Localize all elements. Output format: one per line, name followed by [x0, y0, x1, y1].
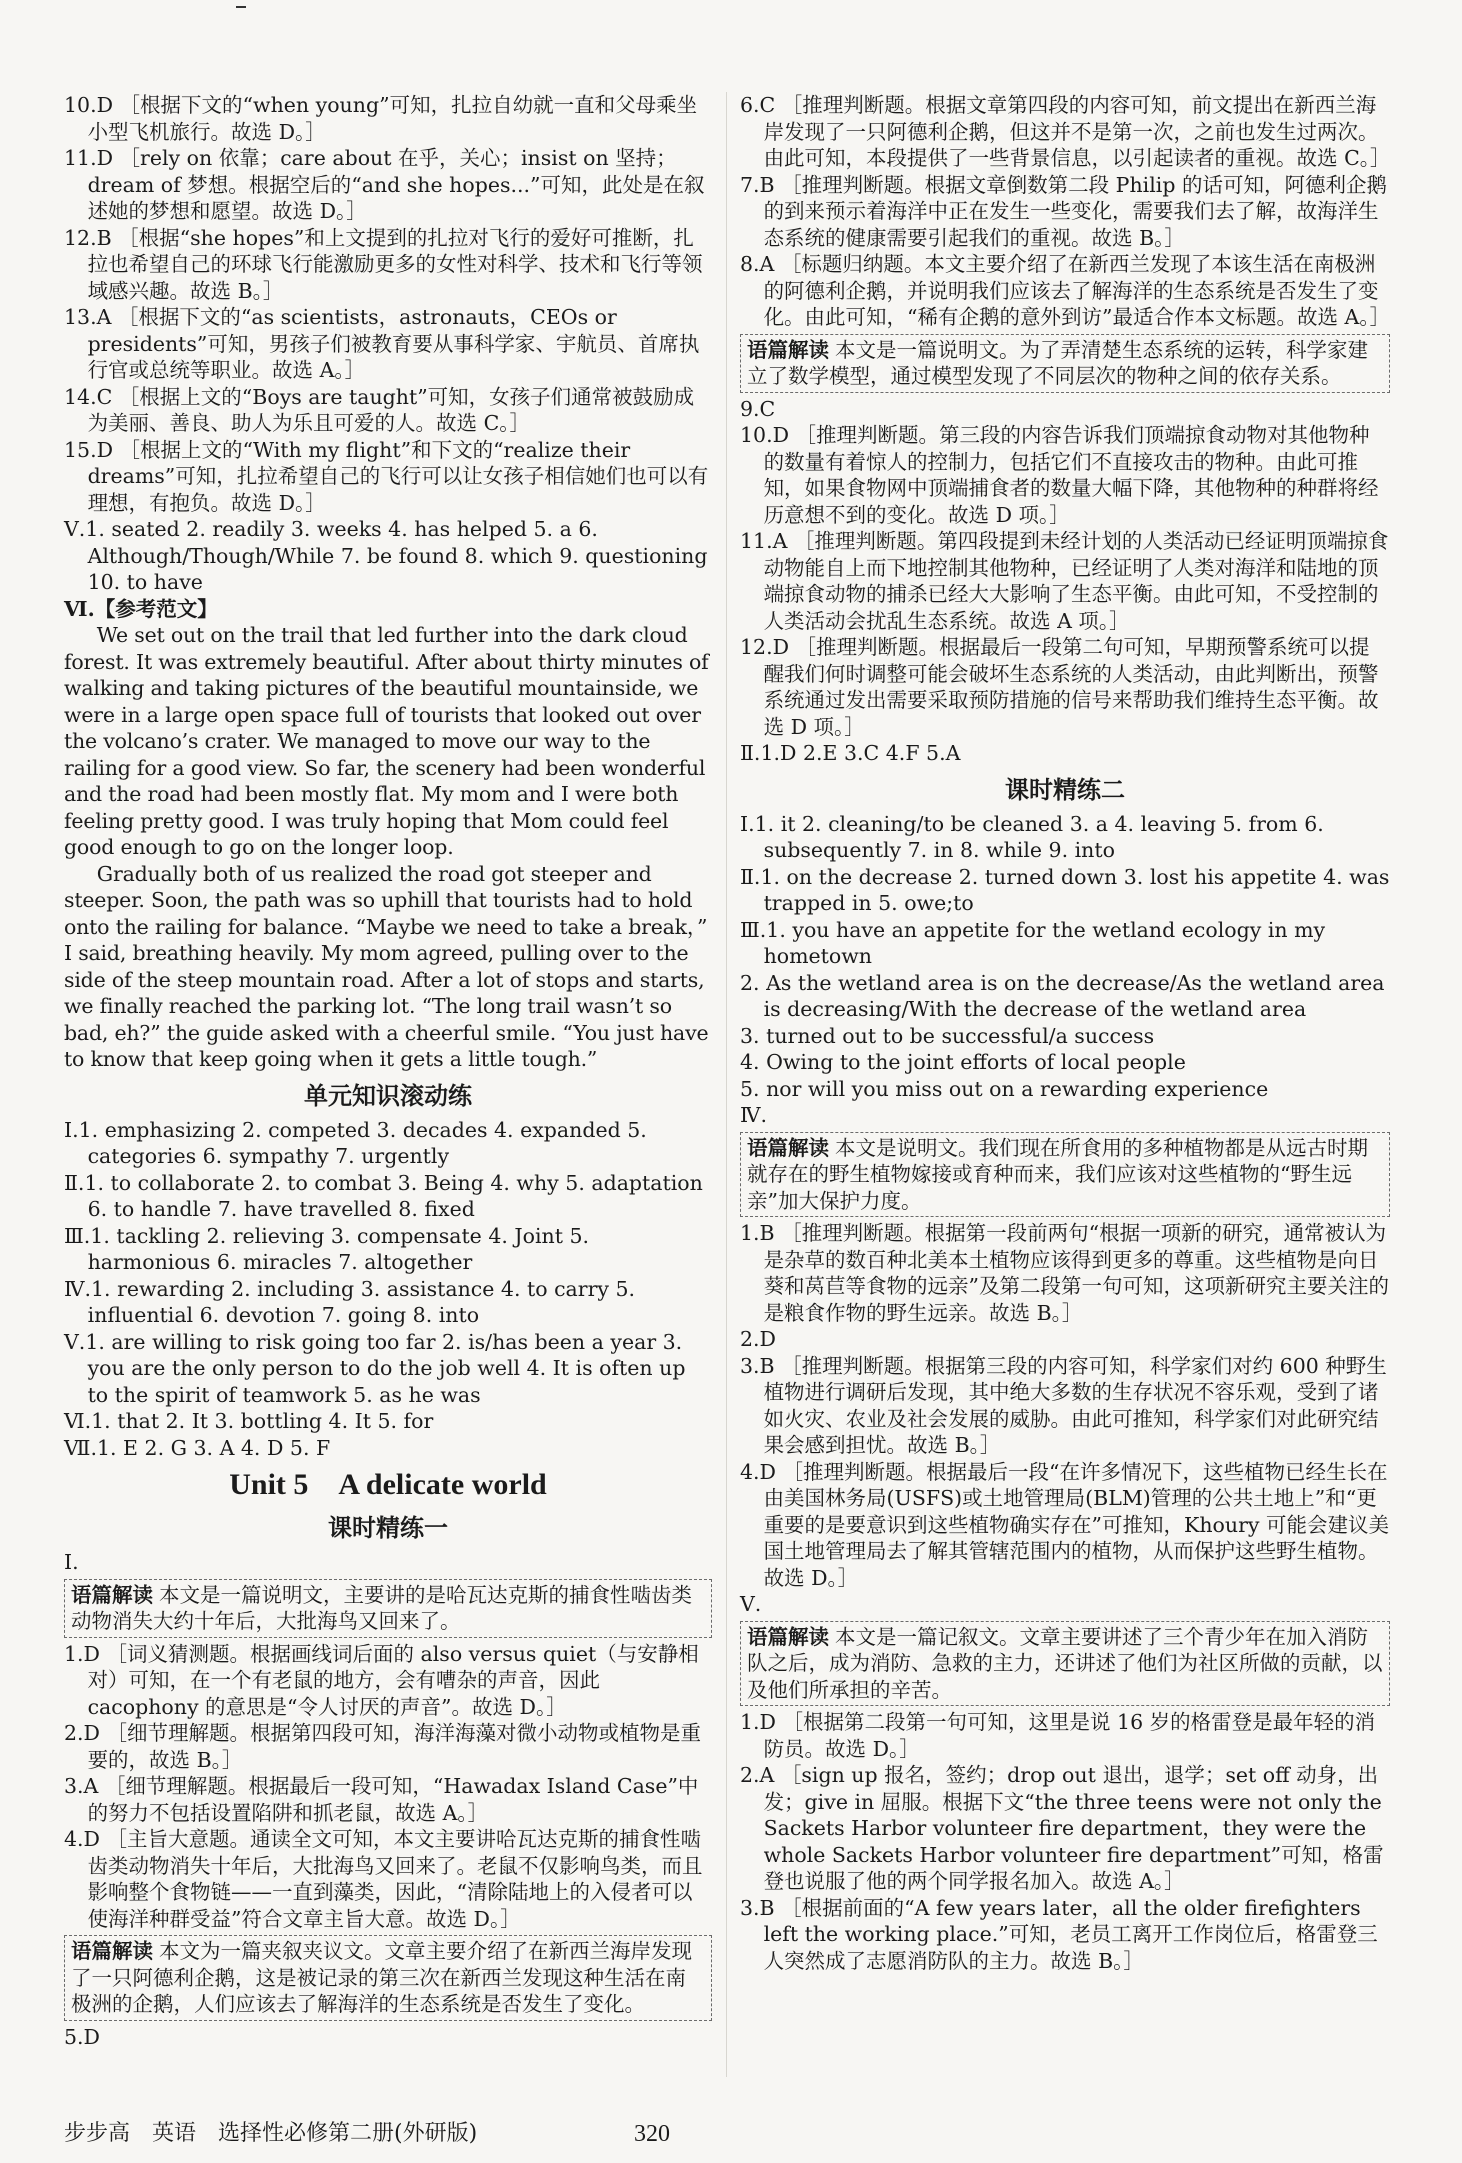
box-label: 语篇解读 [747, 1135, 829, 1160]
answer-item: 12.D ［推理判断题。根据最后一段第二句可知，早期预警系统可以提醒我们何时调整可能会破坏生态系统的人类活动，由此判断出，预警系统通过发出需要采取预防措施的信号来帮助我们维持生态平衡。故选 D 项。］ [740, 635, 1379, 739]
answer-item: 4.D ［推理判断题。根据最后一段“在许多情况下，这些植物已经生长在由美国林务局(USFS)或土地管理局(BLM)管理的公共土地上”和“更重要的是要意识到这些植物确实存在”可推知，Khoury 可能会建议美国土地管理局去了解其管辖范围内的植物，从而保护这些野生植物。故选 D。］ [740, 1459, 1390, 1590]
review-line: Ⅱ.1. to collaborate 2. to combat 3. Being 4. why 5. adaptation 6. to handle 7. have travelled 8. fixed [64, 1170, 703, 1221]
answer-item: 11.D ［rely on 依靠；care about 在乎，关心；insist on 坚持；dream of 梦想。根据空后的“and she hopes...”可知，此处是在叙述她的梦想和愿望。故选 D。］ [64, 146, 705, 223]
answer-item: 6.C ［推理判断题。根据文章第四段的内容可知，前文提出在新西兰海岸发现了一只阿德利企鹅，但这并不是第一次，之前也发生过两次。由此可知，本段提供了一些背景信息，以引起读者的重视。故选 C。］ [740, 93, 1391, 170]
part-label: Ⅴ. [740, 1592, 762, 1616]
reading-box [740, 1621, 1390, 1707]
answer-item: 3.B ［推理判断题。根据第三段的内容可知，科学家们对约 600 种野生植物进行调研后发现，其中绝大多数的生存状况不容乐观，受到了诸如火灾、农业及社会发展的威胁。由此可推知，科学家们对此研究结果会感到担忧。故选 B。］ [740, 1353, 1387, 1457]
answer-item: 11.A ［推理判断题。第四段提到未经计划的人类活动已经证明顶端掠食动物能自上而下地控制其他物种，已经证明了人类对海洋和陆地的顶端掠食动物的捕杀已经大大影响了生态平衡。由此可知，不受控制的人类活动会扰乱生态系统。故选 A 项。］ [740, 529, 1389, 633]
review-line: Ⅵ.1. that 2. It 3. bottling 4. It 5. for [64, 1409, 434, 1433]
reference-label: Ⅵ.【参考范文】 [64, 596, 218, 621]
answer-item: 9.C [740, 396, 776, 421]
review-line: 5. nor will you miss out on a rewarding experience [740, 1076, 1269, 1101]
review-line: 4. Owing to the joint efforts of local people [740, 1050, 1186, 1074]
top-mark [236, 6, 246, 8]
section-title: 单元知识滚动练 [304, 1081, 472, 1110]
answer-item: 1.B ［推理判断题。根据第一段前两句“根据一项新的研究，通常被认为是杂草的数百种北美本土植物应该得到更多的尊重。这些植物是向日葵和莴苣等食物的远亲”及第二段第一句可知，这项新研究主要关注的是粮食作物的野生远亲。故选 B。］ [740, 1221, 1390, 1325]
answer-item: 2.D ［细节理解题。根据第四段可知，海洋海藻对微小动物或植物是重要的，故选 B。］ [64, 1721, 702, 1772]
review-line: 2. As the wetland area is on the decrease/As the wetland area is decreasing/With the decrease of the wetland area [740, 970, 1385, 1021]
answer-item: 5.D [64, 2024, 100, 2049]
answer-item: 14.C ［根据上文的“Boys are taught”可知，女孩子们通常被鼓励成为美丽、善良、助人为乐且可爱的人。故选 C。］ [64, 384, 695, 435]
part-label: Ⅳ. [740, 1103, 767, 1127]
reading-box [64, 1935, 712, 2021]
review-line: Ⅶ.1. E 2. G 3. A 4. D 5. F [64, 1435, 331, 1460]
column-divider [726, 92, 727, 2077]
left-column [64, 92, 712, 2050]
answer-item: 3.A ［细节理解题。根据最后一段可知，“Hawadax Island Case”中的努力不包括设置陷阱和抓老鼠，故选 A。］ [64, 1774, 699, 1825]
answer-item: 10.D ［根据下文的“when young”可知，扎拉自幼就一直和父母乘坐小型飞机旅行。故选 D。］ [64, 93, 698, 144]
book-title: 步步高 英语 选择性必修第二册(外研版) [64, 2121, 478, 2146]
review-line: Ⅲ.1. you have an appetite for the wetland ecology in my hometown [740, 917, 1326, 968]
reading-box [64, 1579, 712, 1638]
answer-item: 13.A ［根据下文的“as scientists，astronauts，CEOs or presidents”可知，男孩子们被教育要从事科学家、宇航员、首席执行官或总统等职业。故选 A。］ [64, 305, 700, 382]
answer-item: Ⅴ.1. seated 2. readily 3. weeks 4. has helped 5. a 6. Although/Though/While 7. be found 8. which 9. questioning 10. to have [64, 517, 708, 594]
review-line: 3. turned out to be successful/a success [740, 1023, 1155, 1048]
box-text: 本文是一篇说明文，主要讲的是哈瓦达克斯的捕食性啮齿类动物消失大约十年后，大批海鸟又回来了。 [71, 1582, 692, 1633]
box-text: 本文是一篇记叙文。文章主要讲述了三个青少年在加入消防队之后，成为消防、急救的主力，还讲述了他们为社区所做的贡献，以及他们所承担的辛苦。 [747, 1624, 1383, 1702]
box-label: 语篇解读 [747, 1624, 829, 1649]
lesson-title: 课时精练二 [1005, 775, 1125, 804]
answer-item: 2.D [740, 1327, 776, 1351]
essay-paragraph: We set out on the trail that led further into the dark cloud forest. It was extremely beautiful. After about thirty minutes of walking and taking pictures of the beautiful mountainside, we were in a large open space full of tourists that looked out over the volcano’s crater. We managed to move our way to the railing for a good view. So far, the scenery had been wonderful and the road had been mostly flat. My mom and I were both feeling pretty good. I was truly hoping that Mom could feel good enough to go on the longer loop. [64, 623, 709, 859]
answer-item: 3.B ［根据前面的“A few years later，all the older firefighters left the working place.”可知，老员工离开工作岗位后，格雷登三人突然成了志愿消防队的主力。故选 B。］ [740, 1895, 1378, 1973]
box-label: 语篇解读 [71, 1939, 153, 1963]
answer-item: 15.D ［根据上文的“With my flight”和下文的“realize their dreams”可知，扎拉希望自己的飞行可以让女孩子相信她们也可以有理想，有抱负。故选 D。］ [64, 437, 709, 515]
review-line: Ⅱ.1. on the decrease 2. turned down 3. lost his appetite 4. was trapped in 5. owe;to [740, 864, 1390, 915]
review-line: Ⅲ.1. tackling 2. relieving 3. compensate 4. Joint 5. harmonious 6. miracles 7. altogether [64, 1223, 590, 1274]
answer-item: 4.D ［主旨大意题。通读全文可知，本文主要讲哈瓦达克斯的捕食性啮齿类动物消失十年后，大批海鸟又回来了。老鼠不仅影响鸟类，而且影响整个食物链——一直到藻类，因此，“清除陆地上的入侵者可以使海洋种群受益”符合文章主旨大意。故选 D。］ [64, 1827, 703, 1931]
review-line: Ⅴ.1. are willing to risk going too far 2. is/has been a year 3. you are the only person to do the job well 4. It is often up to the spirit of teamwork 5. as he was [64, 1329, 686, 1407]
box-text: 本文是说明文。我们现在所食用的多种植物都是从远古时期就存在的野生植物嫁接或育种而来，我们应该对这些植物的“野生远亲”加大保护力度。 [747, 1135, 1368, 1213]
reading-box [740, 334, 1390, 393]
right-column [740, 92, 1390, 1974]
answer-item: 1.D ［词义猜测题。根据画线词后面的 also versus quiet（与安静相对）可知，在一个有老鼠的地方，会有嘈杂的声音，因此 cacophony 的意思是“令人讨厌的声音”。故选 D。］ [64, 1641, 699, 1719]
box-label: 语篇解读 [71, 1582, 153, 1607]
answer-item: 1.D ［根据第二段第一句可知，这里是说 16 岁的格雷登是最年轻的消防员。故选 D。］ [740, 1710, 1376, 1761]
review-line: Ⅰ.1. emphasizing 2. competed 3. decades 4. expanded 5. categories 6. sympathy 7. urgently [64, 1117, 647, 1168]
answer-item: 8.A ［标题归纳题。本文主要介绍了在新西兰发现了本该生活在南极洲的阿德利企鹅，并说明我们应该去了解海洋的生态系统是否发生了变化。由此可知，“稀有企鹅的意外到访”最适合作本文标题。故选 A。］ [740, 252, 1391, 329]
review-line: Ⅰ.1. it 2. cleaning/to be cleaned 3. a 4. leaving 5. from 6. subsequently 7. in 8. while 9. into [740, 811, 1324, 862]
answer-item: 2.A ［sign up 报名，签约；drop out 退出，退学；set off 动身，出发；give in 屈服。根据下文“the three teens were not only the Sackets Harbor volunteer fire department，they were the whole Sackets Harbor volunteer fire department”可知，格雷登也说服了他的两个同学报名加入。故选 A。］ [740, 1763, 1384, 1893]
box-text: 本文是一篇说明文。为了弄清楚生态系统的运转，科学家建立了数学模型，通过模型发现了不同层次的物种之间的依存关系。 [747, 337, 1368, 388]
part-label: Ⅰ. [64, 1550, 79, 1574]
answer-item: Ⅱ.1.D 2.E 3.C 4.F 5.A [740, 741, 961, 765]
box-text: 本文为一篇夹叙夹议文。文章主要介绍了在新西兰海岸发现了一只阿德利企鹅，这是被记录的第三次在新西兰发现这种生活在南极洲的企鹅，人们应该去了解海洋的生态系统是否发生了变化。 [71, 1939, 692, 2016]
answer-item: 7.B ［推理判断题。根据文章倒数第二段 Philip 的话可知，阿德利企鹅的到来预示着海洋中正在发生一些变化，需要我们去了解，故海洋生态系统的健康需要引起我们的重视。故选 B。］ [740, 172, 1387, 250]
answer-item: 10.D ［推理判断题。第三段的内容告诉我们顶端掠食动物对其他物种的数量有着惊人的控制力，包括它们不直接攻击的物种。由此可推知，如果食物网中顶端捕食者的数量大幅下降，其他物种的种群将经历意想不到的变化。故选 D 项。］ [740, 423, 1379, 527]
box-label: 语篇解读 [747, 337, 829, 362]
page-number: 320 [634, 2121, 670, 2147]
lesson-title: 课时精练一 [328, 1514, 448, 1542]
review-line: Ⅳ.1. rewarding 2. including 3. assistance 4. to carry 5. influential 6. devotion 7. going 8. into [64, 1276, 636, 1327]
essay-paragraph: Gradually both of us realized the road got steeper and steeper. Soon, the path was so uphill that tourists had to hold onto the railing for balance. “Maybe we need to take a break，” I said, breathing heavily. My mom agreed, pulling over to the side of the steep mountain road. After a lot of stops and starts, we finally reached the parking lot. “The long trail wasn’t so bad, eh?” the guide asked with a cheerful smile. “You just have to know that keep going when it gets a little tough.” [64, 861, 709, 1071]
answer-item: 12.B ［根据“she hopes”和上文提到的扎拉对飞行的爱好可推断，扎拉也希望自己的环球飞行能激励更多的女性对科学、技术和飞行等领域感兴趣。故选 B。］ [64, 225, 703, 303]
reading-box [740, 1132, 1390, 1218]
unit-title: Unit 5 A delicate world [229, 1468, 547, 1501]
